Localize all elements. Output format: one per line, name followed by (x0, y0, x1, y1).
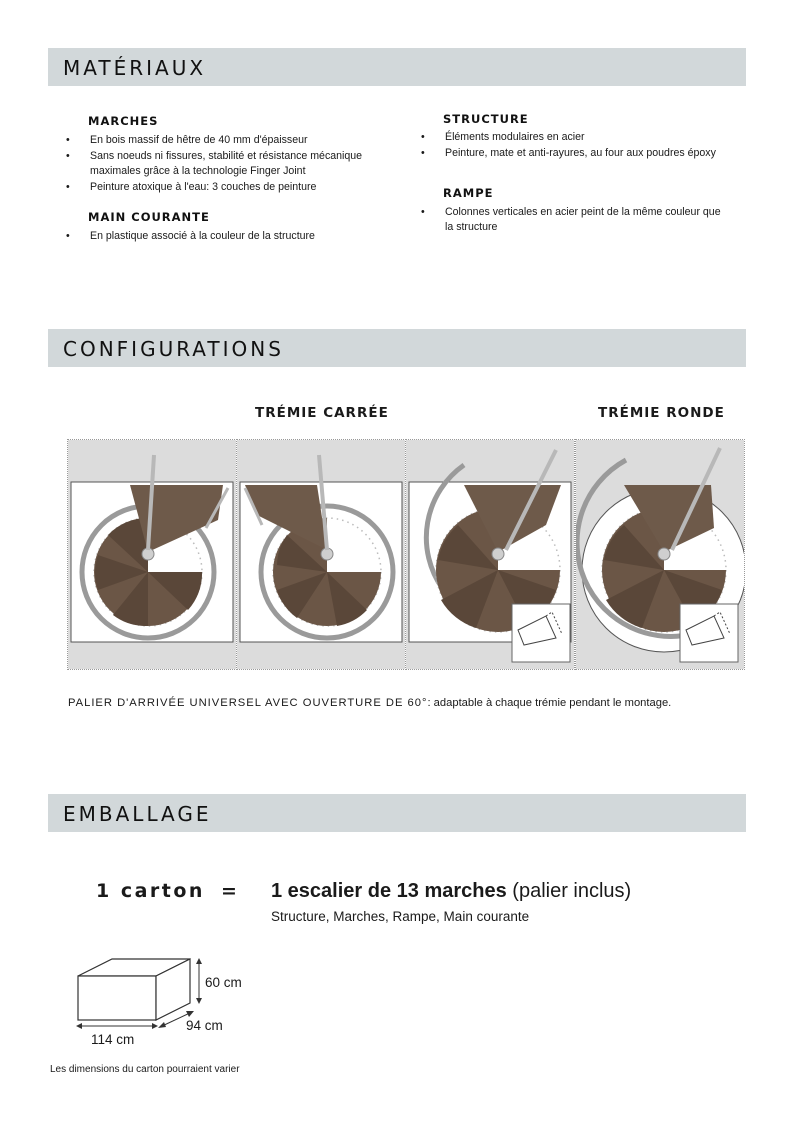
stair-illustration-square-1 (67, 439, 237, 670)
list-rampe (421, 205, 726, 236)
section-band-configurations (48, 329, 746, 367)
carton-detail (271, 880, 631, 903)
list-structure (421, 130, 746, 162)
dim-depth: 94 cm (186, 1018, 223, 1033)
section-title-materiaux: MATÉRIAUX (63, 56, 207, 80)
carton-count: 1 carton (96, 880, 205, 902)
section-title-configurations: CONFIGURATIONS (63, 337, 284, 361)
dim-width: 114 cm (91, 1032, 135, 1047)
list-item: • Sans noeuds ni fissures, stabilité et résistance mécanique maximales grâce à la technologie Finger Joint (66, 149, 396, 179)
section-title-emballage: EMBALLAGE (63, 802, 212, 826)
list-main-courante (66, 229, 396, 245)
carton-detail-rest: (palier inclus) (506, 880, 632, 902)
equals-sign: = (221, 880, 237, 902)
landing-note (68, 697, 671, 709)
stair-illustration-round-2 (575, 439, 745, 670)
section-band-emballage (48, 794, 746, 832)
list-item: • En plastique associé à la couleur de la structure (66, 229, 396, 244)
list-marches (66, 133, 396, 196)
heading-main-courante: MAIN COURANTE (88, 210, 210, 224)
label-tremie-ronde: TRÉMIE RONDE (598, 405, 725, 421)
carton-contents: Structure, Marches, Rampe, Main courante (271, 909, 530, 924)
list-item: • Peinture atoxique à l'eau: 3 couches de peinture (66, 180, 396, 195)
section-band-materiaux (48, 48, 746, 86)
dim-height: 60 cm (205, 975, 242, 990)
stair-illustration-round-1 (405, 439, 575, 670)
stair-illustration-square-2 (236, 439, 406, 670)
landing-note-rest: : adaptable à chaque trémie pendant le montage. (427, 697, 672, 709)
carton-dimensions-note: Les dimensions du carton pourraient varier (50, 1064, 240, 1075)
heading-marches: MARCHES (88, 114, 159, 128)
label-tremie-carree: TRÉMIE CARRÉE (255, 405, 389, 421)
list-item: • Colonnes verticales en acier peint de la même couleur que la structure (421, 205, 726, 235)
list-item: • Éléments modulaires en acier (421, 130, 746, 145)
heading-structure: STRUCTURE (443, 112, 529, 126)
list-item: • En bois massif de hêtre de 40 mm d'épaisseur (66, 133, 396, 148)
list-item: • Peinture, mate et anti-rayures, au four aux poudres époxy (421, 146, 746, 161)
carton-detail-bold: 1 escalier de 13 marches (271, 880, 507, 902)
landing-note-caps: PALIER D'ARRIVÉE UNIVERSEL AVEC OUVERTURE DE 60° (68, 697, 428, 709)
heading-rampe: RAMPE (443, 186, 494, 200)
